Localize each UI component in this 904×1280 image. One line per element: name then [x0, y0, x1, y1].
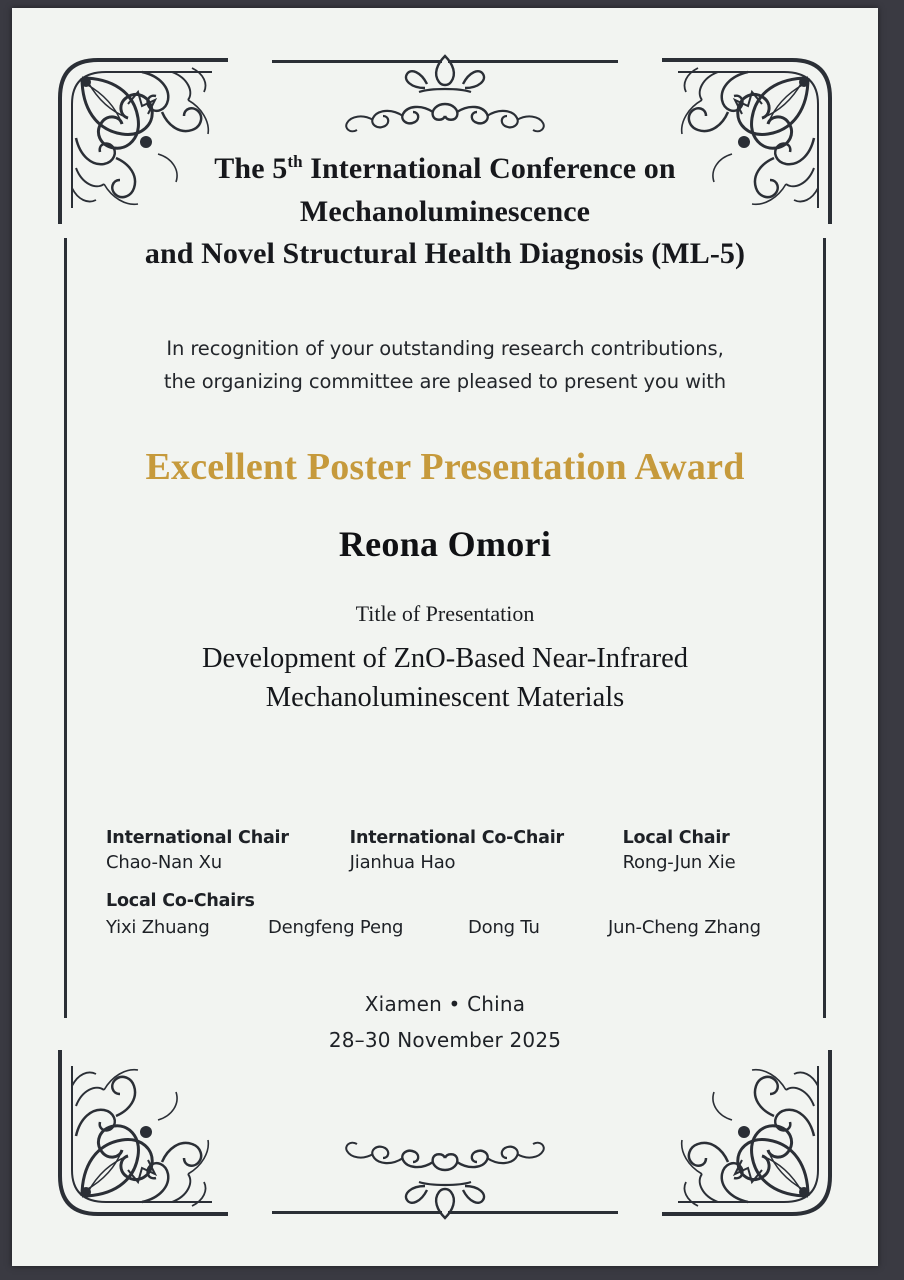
chair-role: International Chair	[106, 827, 289, 848]
frame-rule-bottom-right	[448, 1211, 618, 1214]
flourish-ornament-icon	[315, 1136, 575, 1226]
frame-rule-left	[64, 238, 67, 1018]
chair-name: Rong-Jun Xie	[622, 851, 736, 873]
dates-text: 28–30 November 2025	[328, 1027, 562, 1052]
recognition-text	[82, 332, 808, 399]
local-co-chairs-row	[106, 917, 798, 938]
corner-ornament-icon	[42, 1036, 242, 1236]
presentation-title-line-1: Development of ZnO-Based Near-Infrared	[201, 642, 689, 674]
chair-role: International Co-Chair	[349, 827, 564, 848]
conference-title-line-2: Mechanoluminescence	[299, 194, 591, 228]
frame-rule-top-right	[448, 60, 618, 63]
local-co-chairs-label: Local Co-Chairs	[106, 890, 255, 911]
chair-name: Chao-Nan Xu	[106, 851, 223, 873]
presentation-title-label: Title of Presentation	[355, 600, 535, 626]
recognition-line-2: the organizing committee are pleased to present you with	[163, 370, 727, 394]
certificate-page	[12, 8, 878, 1266]
chairs-row	[106, 828, 798, 873]
chair-international-co	[350, 828, 623, 873]
conference-title-line-3: and Novel Structural Health Diagnosis (ML-5)	[144, 237, 746, 271]
presentation-title	[82, 639, 808, 718]
conference-title-rest: International Conference on	[302, 152, 676, 185]
chair-name: Jianhua Hao	[349, 851, 456, 873]
co-chair-name: Dengfeng Peng	[268, 916, 404, 938]
frame-rule-right	[823, 238, 826, 1018]
corner-ornament-icon	[648, 1036, 848, 1236]
recognition-line-1: In recognition of your outstanding research contributions,	[166, 336, 724, 360]
venue-text: Xiamen • China	[364, 991, 526, 1016]
frame-rule-top-left	[272, 60, 442, 63]
chairs-section	[82, 828, 808, 938]
co-chair-name: Jun-Cheng Zhang	[608, 916, 761, 938]
chair-role: Local Chair	[622, 827, 730, 848]
recipient-name: Reona Omori	[338, 523, 552, 564]
frame-rule-bottom-left	[272, 1211, 442, 1214]
co-chair-name: Yixi Zhuang	[106, 916, 210, 938]
chair-local	[623, 828, 798, 873]
chair-international	[106, 828, 350, 873]
conference-title-line-1	[82, 148, 808, 191]
conference-title-ordinal-suffix: th	[287, 152, 303, 171]
co-chair-name: Dong Tu	[468, 916, 540, 938]
award-name: Excellent Poster Presentation Award	[145, 445, 745, 488]
presentation-title-line-2: Mechanoluminescent Materials	[265, 682, 625, 714]
certificate-content	[82, 148, 808, 1052]
conference-title-prefix: The 5	[214, 152, 288, 185]
flourish-ornament-icon	[315, 48, 575, 138]
conference-title	[82, 148, 808, 276]
